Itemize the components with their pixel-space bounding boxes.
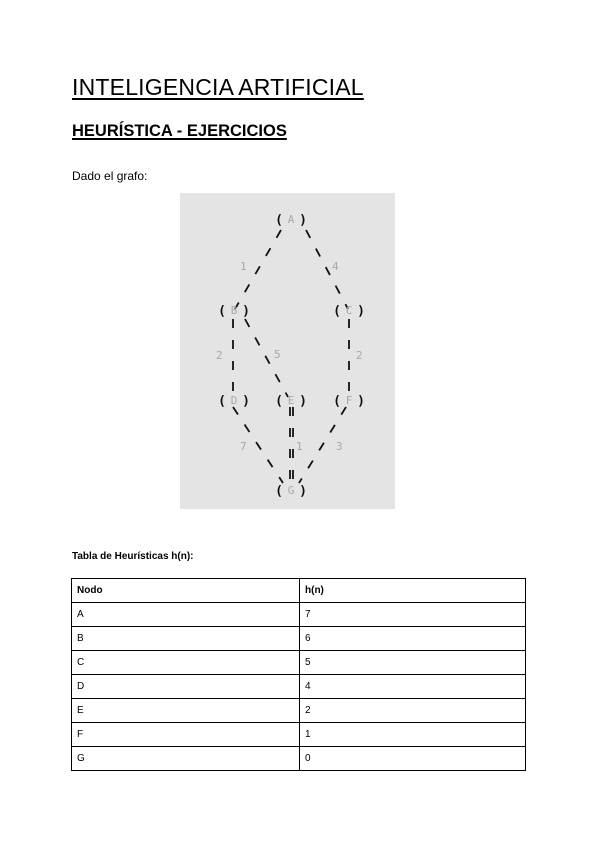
svg-text:(: ( bbox=[275, 394, 283, 409]
document-title: INTELIGENCIA ARTIFICIAL bbox=[72, 74, 364, 100]
cell-node: D bbox=[72, 675, 300, 699]
node-label: F bbox=[345, 394, 353, 407]
table-header-row bbox=[72, 579, 526, 603]
svg-text:(: ( bbox=[333, 304, 341, 319]
cell-hn: 4 bbox=[300, 675, 526, 699]
cell-node: G bbox=[72, 747, 300, 771]
edge-weight: 1 bbox=[240, 260, 247, 273]
edge-a-c bbox=[306, 230, 348, 309]
edge-b-e bbox=[245, 319, 288, 397]
cell-hn: 5 bbox=[300, 651, 526, 675]
column-header-node: Nodo bbox=[72, 579, 300, 603]
table-row bbox=[72, 651, 526, 675]
svg-text:): ) bbox=[299, 213, 307, 228]
svg-text:(: ( bbox=[275, 484, 283, 499]
svg-text:): ) bbox=[299, 394, 307, 409]
column-header-hn: h(n) bbox=[300, 579, 526, 603]
table-row bbox=[72, 723, 526, 747]
svg-text:(: ( bbox=[275, 213, 283, 228]
cell-node: E bbox=[72, 699, 300, 723]
svg-text:): ) bbox=[242, 394, 250, 409]
table-row bbox=[72, 603, 526, 627]
cell-hn: 7 bbox=[300, 603, 526, 627]
cell-node: C bbox=[72, 651, 300, 675]
graph-node-d bbox=[218, 394, 250, 409]
edge-weight: 2 bbox=[356, 349, 363, 362]
heuristics-table bbox=[71, 578, 526, 771]
table-caption: Tabla de Heurísticas h(n): bbox=[72, 551, 194, 562]
svg-text:): ) bbox=[357, 304, 365, 319]
edge-weight: 1 bbox=[296, 440, 303, 453]
cell-node: A bbox=[72, 603, 300, 627]
table-row bbox=[72, 675, 526, 699]
table-row bbox=[72, 627, 526, 651]
node-label: G bbox=[287, 484, 295, 497]
node-label: B bbox=[230, 304, 238, 317]
node-label: E bbox=[287, 394, 295, 407]
intro-text: Dado el grafo: bbox=[72, 169, 148, 183]
edge-weight: 3 bbox=[336, 440, 343, 453]
graph-figure bbox=[180, 193, 395, 509]
edge-weights bbox=[216, 260, 363, 453]
svg-text:(: ( bbox=[333, 394, 341, 409]
svg-text:): ) bbox=[242, 304, 250, 319]
graph-node-a bbox=[275, 213, 307, 228]
cell-hn: 6 bbox=[300, 627, 526, 651]
table-row bbox=[72, 747, 526, 771]
cell-node: B bbox=[72, 627, 300, 651]
graph-node-c bbox=[333, 304, 365, 319]
cell-node: F bbox=[72, 723, 300, 747]
edge-weight: 2 bbox=[216, 349, 223, 362]
edge-weight: 5 bbox=[274, 348, 281, 361]
graph-node-f bbox=[333, 394, 365, 409]
cell-hn: 0 bbox=[300, 747, 526, 771]
svg-text:): ) bbox=[299, 484, 307, 499]
graph-node-b bbox=[218, 304, 250, 319]
document-subtitle: HEURÍSTICA - EJERCICIOS bbox=[72, 122, 287, 140]
table-row bbox=[72, 699, 526, 723]
node-label: C bbox=[345, 304, 353, 317]
cell-hn: 1 bbox=[300, 723, 526, 747]
svg-text:(: ( bbox=[218, 304, 226, 319]
graph-node-e bbox=[275, 394, 307, 409]
svg-text:): ) bbox=[357, 394, 365, 409]
edge-weight: 4 bbox=[332, 260, 339, 273]
cell-hn: 2 bbox=[300, 699, 526, 723]
svg-text:(: ( bbox=[218, 394, 226, 409]
node-label: D bbox=[230, 394, 238, 407]
edge-weight: 7 bbox=[240, 440, 247, 453]
node-label: A bbox=[287, 213, 295, 226]
graph-node-g bbox=[275, 484, 307, 499]
